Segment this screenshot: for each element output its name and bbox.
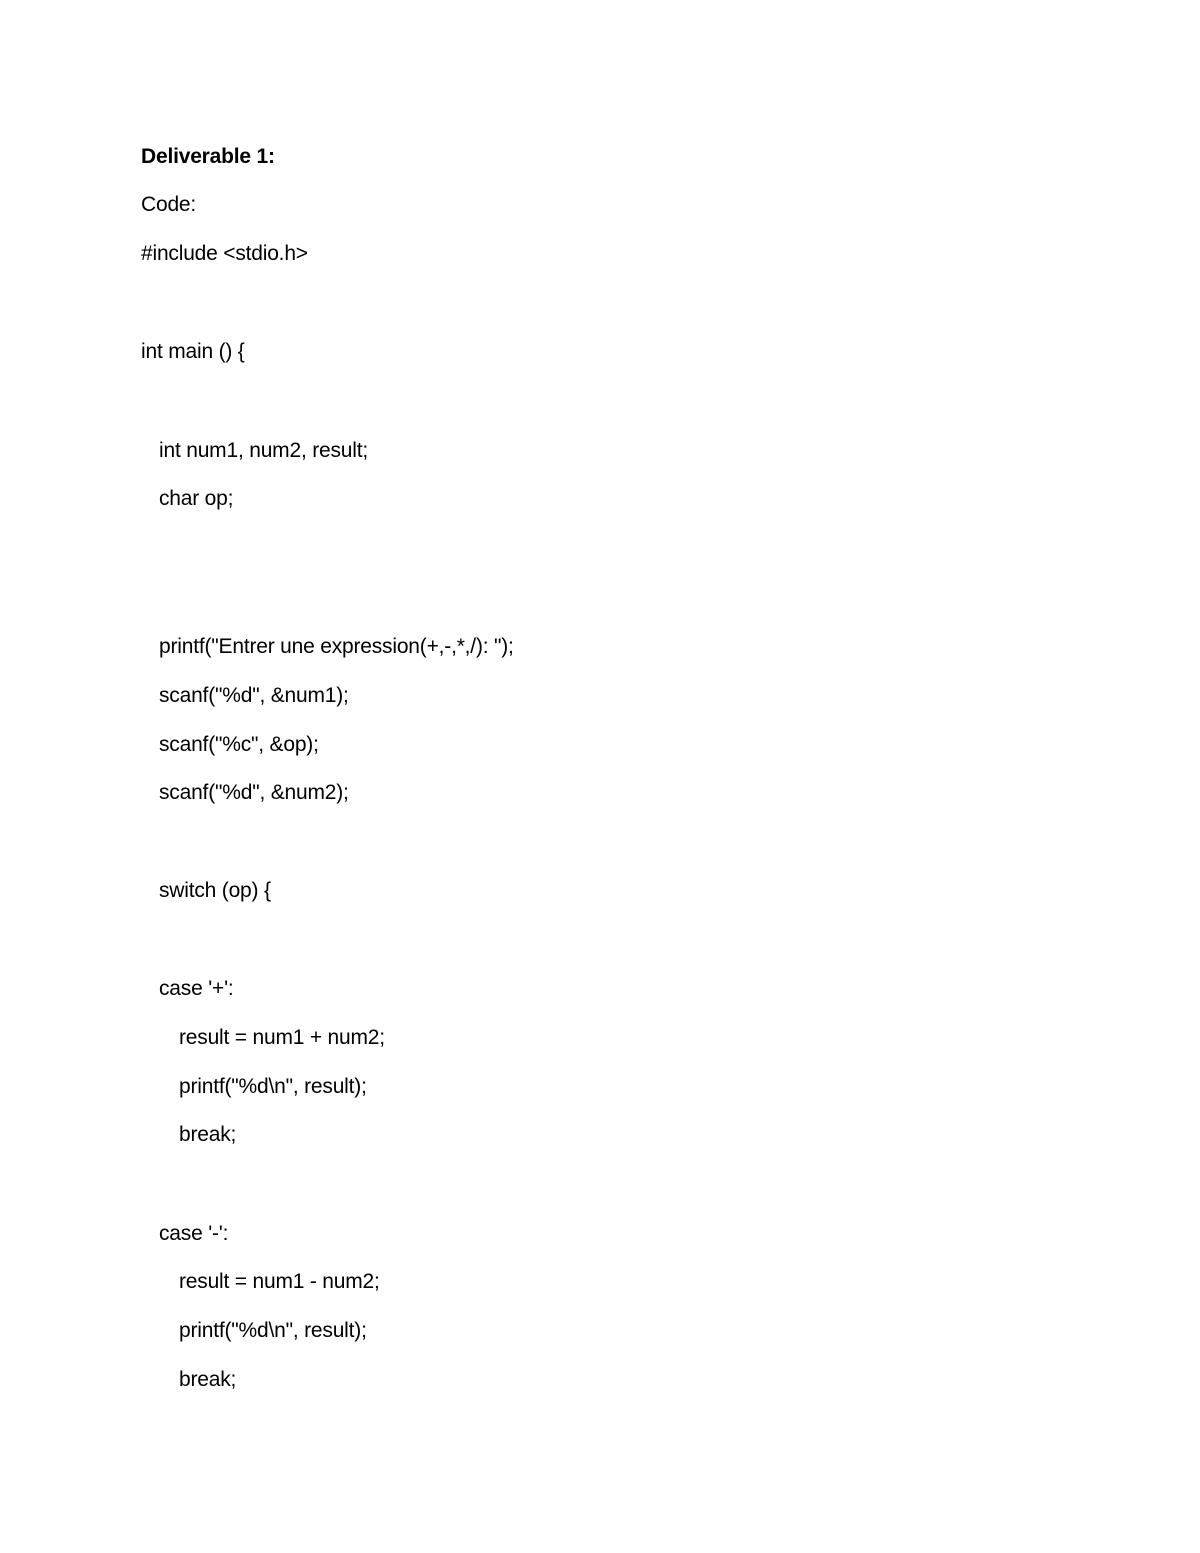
code-line-case-minus: case '-': xyxy=(159,1222,229,1245)
code-line-printf-add: printf("%d\n", result); xyxy=(179,1075,367,1098)
code-line-scanf-op: scanf("%c", &op); xyxy=(159,733,319,756)
code-line-include: #include <stdio.h> xyxy=(141,242,308,265)
code-line-result-add: result = num1 + num2; xyxy=(179,1026,385,1049)
code-line-main: int main () { xyxy=(141,340,245,363)
code-label: Code: xyxy=(141,193,197,216)
deliverable-heading: Deliverable 1: xyxy=(141,145,275,168)
code-line-char-decl: char op; xyxy=(159,487,234,510)
code-line-int-decl: int num1, num2, result; xyxy=(159,439,368,462)
code-line-scanf-num2: scanf("%d", &num2); xyxy=(159,781,349,804)
code-line-printf-prompt: printf("Entrer une expression(+,-,*,/): "); xyxy=(159,635,514,658)
code-line-break-add: break; xyxy=(179,1123,237,1146)
code-line-case-plus: case '+': xyxy=(159,977,234,1000)
code-line-result-sub: result = num1 - num2; xyxy=(179,1270,380,1293)
code-line-scanf-num1: scanf("%d", &num1); xyxy=(159,684,349,707)
code-line-break-sub: break; xyxy=(179,1368,237,1391)
code-line-switch: switch (op) { xyxy=(159,879,271,902)
code-line-printf-sub: printf("%d\n", result); xyxy=(179,1319,367,1342)
